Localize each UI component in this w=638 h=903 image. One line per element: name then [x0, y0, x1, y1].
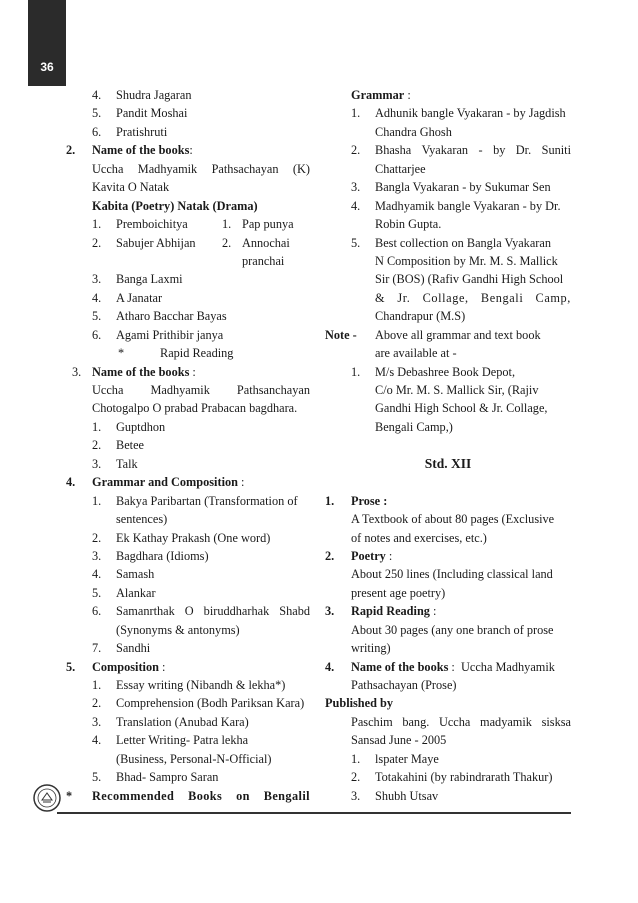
list-item: Robin Gupta.	[375, 217, 442, 232]
list-item: 4. Shudra Jagaran	[92, 88, 192, 102]
list-item: 2. Betee	[92, 438, 144, 453]
list-item: Chotogalpo O prabad Prabacan bagdhara.	[92, 401, 298, 416]
footer-rule	[57, 812, 571, 814]
section-heading: 3. Name of the books :	[72, 364, 196, 379]
list-item: 2. Ek Kathay Prakash (One word)	[92, 530, 271, 545]
list-item: 4. A Janatar	[92, 290, 163, 305]
section-heading: 2. Poetry :	[325, 548, 393, 563]
list-item: Paschim bang. Uccha madyamik sisksa	[351, 714, 571, 729]
list-item: 1. Guptdhon	[92, 419, 166, 434]
list-item: N Composition by Mr. M. S. Mallick	[375, 253, 558, 268]
list-item: 3. Bagdhara (Idioms)	[92, 548, 209, 563]
list-item: 4. Samash	[92, 567, 155, 582]
section-heading: 5. Composition :	[66, 659, 166, 674]
list-item: are available at -	[375, 346, 457, 361]
list-item: present age poetry)	[351, 585, 446, 600]
section-heading: 3. Rapid Reading :	[325, 604, 437, 619]
list-item: 5. Best collection on Bangla Vyakaran	[351, 235, 551, 250]
left-column	[62, 86, 310, 805]
list-item: Uccha Madhyamik Pathsanchayan	[92, 383, 310, 397]
list-item: 5. Atharo Bacchar Bayas	[92, 309, 227, 324]
list-item: of notes and exercises, etc.)	[351, 530, 487, 545]
page-number: 36	[40, 60, 54, 74]
list-item: About 250 lines (Including classical land	[351, 567, 553, 582]
list-item: sentences)	[116, 512, 168, 527]
list-item: 2. Comprehension (Bodh Pariksan Kara)	[92, 696, 305, 711]
list-item: A Textbook of about 80 pages (Exclusive	[351, 512, 555, 527]
page-number-tab	[28, 0, 66, 86]
list-item: 7. Sandhi	[92, 641, 151, 656]
list-item: 1. Essay writing (Nibandh & lekha*)	[92, 678, 286, 692]
list-item: 1. Bakya Paribartan (Transformation of	[92, 493, 298, 508]
list-item: Kavita O Natak	[92, 180, 170, 195]
list-item: 3. Banga Laxmi	[92, 272, 183, 287]
list-item: Pathsachayan (Prose)	[351, 678, 457, 692]
list-item: Chandra Ghosh	[375, 124, 452, 139]
list-item: Uccha Madhyamik Pathsachayan (K)	[92, 161, 310, 176]
list-item: pranchai	[242, 253, 285, 268]
list-item: 1. Adhunik bangle Vyakaran - by Jagdish	[351, 106, 566, 121]
list-item: 1. lspater Maye	[351, 751, 439, 766]
list-item: & Jr. Collage, Bengali Camp,	[375, 290, 571, 305]
list-item: 2. Totakahini (by rabindrarath Thakur)	[351, 770, 553, 785]
section-heading: 4. Name of the books : Uccha Madhyamik	[325, 659, 555, 674]
list-item: 3. Translation (Anubad Kara)	[92, 714, 249, 729]
list-item: Sansad June - 2005	[351, 733, 447, 748]
section-heading: 2. Name of the books:	[66, 143, 193, 158]
section-heading: 4. Grammar and Composition :	[66, 475, 245, 490]
list-item: Gandhi High School & Jr. Collage,	[375, 401, 548, 416]
section-heading: Published by	[325, 696, 394, 711]
list-item: 4. Letter Writing- Patra lekha	[92, 733, 249, 748]
list-item: 6. Agami Prithibir janya	[92, 327, 224, 342]
list-item: Bengali Camp,)	[375, 419, 453, 434]
list-item: 5. Pandit Moshai	[92, 106, 188, 121]
list-item: (Synonyms & antonyms)	[116, 622, 240, 637]
list-item: 3. Talk	[92, 456, 138, 471]
list-item: 2. Bhasha Vyakaran - by Dr. Suniti	[351, 143, 571, 158]
list-item: 6. Pratishruti	[92, 124, 168, 139]
board-seal-icon	[32, 783, 62, 813]
list-item: writing)	[351, 641, 391, 656]
list-item: Chattarjee	[375, 161, 426, 176]
list-item: C/o Mr. M. S. Mallick Sir, (Rajiv	[375, 383, 539, 397]
list-item: 3. Bangla Vyakaran - by Sukumar Sen	[351, 180, 551, 195]
list-item: 6. Samanrthak O biruddharhak Shabd	[92, 604, 310, 619]
list-item: 4. Madhyamik bangle Vyakaran - by Dr.	[351, 198, 561, 213]
list-item: * Rapid Reading	[118, 346, 234, 361]
list-item: 5. Alankar	[92, 585, 156, 600]
list-item: 1. Premboichitya 1. Pap punya	[92, 217, 294, 232]
section-heading: 1. Prose :	[325, 493, 388, 508]
right-column	[325, 86, 571, 805]
subheading: Kabita (Poetry) Natak (Drama)	[92, 198, 258, 213]
list-item: 5. Bhad- Sampro Saran	[92, 770, 219, 785]
section-title: Std. XII	[424, 455, 472, 471]
list-item: 3. Shubh Utsav	[351, 788, 439, 803]
note: Note - Above all grammar and text book	[325, 327, 541, 342]
list-item: Sir (BOS) (Rafiv Gandhi High School	[375, 272, 564, 287]
list-item: About 30 pages (any one branch of prose	[351, 622, 554, 637]
list-item: 2. Sabujer Abhijan 2. Annochai	[92, 235, 290, 250]
list-item: (Business, Personal-N-Official)	[116, 751, 272, 766]
list-item: 1. M/s Debashree Book Depot,	[351, 364, 516, 379]
section-heading: Grammar :	[351, 88, 411, 102]
list-item: Chandrapur (M.S)	[375, 309, 466, 324]
section-heading: * Recommended Books on Bengalil	[66, 788, 310, 803]
